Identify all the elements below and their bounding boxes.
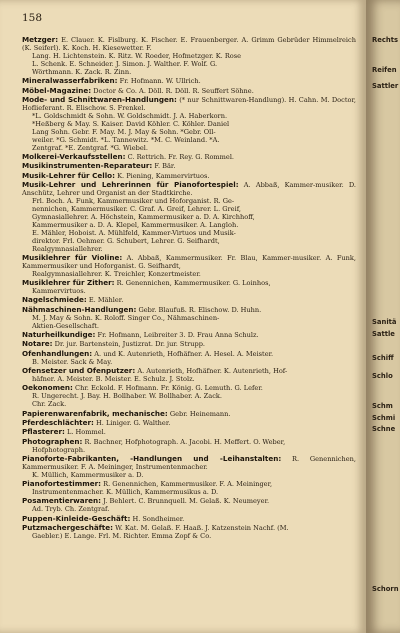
entry-text: E. Mähler, Hoboist. A. Mühlfeld, Kammer-Virtuos und Musik- bbox=[32, 228, 236, 237]
entry-heading: Mineralwasserfabriken: bbox=[22, 76, 118, 86]
entry-text: Ad. Tryb. Ch. Zentgraf. bbox=[32, 505, 110, 514]
entry-heading: Metzger: bbox=[22, 35, 59, 44]
directory-entry bbox=[22, 524, 356, 541]
entry-text: H. Sondheimer. bbox=[132, 514, 185, 523]
entry-text: Lang Sohn. Gebr. F. May. M. J. May & Sohn. *Gebr. Oll- bbox=[32, 127, 216, 136]
entry-text: *Heßberg & May. S. Kaiser. David Köhler. C. Köhler. Daniel bbox=[32, 119, 230, 128]
entry-text: *L. Goldschmidt & Sohn. W. Goldschmidt. J. A. Haberkorn. bbox=[32, 111, 228, 120]
entry-heading: Photographen: bbox=[22, 436, 83, 446]
entry-heading: Puppen-Kinleide-Geschäft: bbox=[22, 513, 131, 523]
entry-heading: Pflasterer: bbox=[22, 427, 65, 437]
entry-text: Wörthmann. K. Zack. R. Zinn. bbox=[32, 67, 132, 76]
entry-heading: Papierenwarenfabrik, mechanische: bbox=[22, 408, 168, 418]
directory-entry bbox=[22, 279, 356, 296]
entry-text: Hofphotograph. bbox=[32, 445, 86, 454]
facing-page-word: Schm bbox=[372, 402, 393, 410]
facing-page-word: Schorn bbox=[372, 585, 399, 593]
directory-entry bbox=[22, 455, 356, 480]
entry-text: L. Schenk. E. Schneider. J. Simon. J. Walther. F. Wolf. G. bbox=[32, 59, 218, 68]
facing-page-word: Reifen bbox=[372, 66, 397, 74]
directory-entry bbox=[22, 480, 356, 497]
entry-text: R. Bachner, Hofphotograph. A. Jacobi. H. Meffert. O. Weber, bbox=[84, 437, 286, 446]
entry-text: Fr. Hofmann, Leibreiter 3. D. Frau Anna Schulz. bbox=[97, 331, 259, 340]
entry-text: R. Ungerecht. J. Bay. H. Bollhaber. W. Bollhaber. A. Zack. bbox=[32, 392, 222, 401]
entry-text: K. Müllich, Kammermusiker a. D. bbox=[32, 470, 144, 479]
entry-text: R. Genennichen, Kammermusiker. F. A. Meininger, bbox=[103, 480, 273, 489]
entry-text: Realgymnasiallehrer. K. Treichler, Konzertmeister. bbox=[32, 269, 201, 278]
entry-text: Gebr. Heinemann. bbox=[169, 409, 231, 418]
entry-text: R. Genennichen, Kammermusiker. G. Loinhos, bbox=[116, 279, 271, 288]
entry-text: Kammervirtuos. bbox=[32, 287, 86, 296]
facing-page-word: Schne bbox=[372, 425, 396, 433]
entry-text: direktor. Frl. Oehmer. G. Schubert, Lehrer. G. Seifhardt, bbox=[32, 236, 220, 245]
directory-entry bbox=[22, 254, 356, 279]
entry-text: H. Liniger. G. Walther. bbox=[96, 418, 171, 427]
entry-heading: Putzmachergeschäfte: bbox=[22, 523, 113, 533]
entry-heading: Möbel-Magazine: bbox=[22, 85, 92, 95]
entry-heading: Ofensetzer und Ofenputzer: bbox=[22, 366, 136, 376]
entry-text: Lang. H. Lichtenstein. K. Ritz. W. Roeder, Hofmetzger. K. Rose bbox=[32, 51, 242, 60]
facing-page-word: Sanitä bbox=[372, 318, 397, 326]
facing-page-edge bbox=[366, 0, 400, 633]
entry-heading: Pianoforte-Fabrikanten, -Handlungen und -Leihanstalten: bbox=[22, 453, 282, 463]
entry-text: nennichen, Kammermusiker. C. Graf. A. Greif, Lehrer. L. Greif, bbox=[32, 204, 241, 213]
entry-text: A. Abbaß, Kammer-musiker. D. Anschütz, Lehrer und Organist an der Stadtkirche. bbox=[22, 180, 356, 197]
directory-entry bbox=[22, 96, 356, 153]
facing-page-word: Rechts bbox=[372, 36, 399, 44]
entry-heading: Mode- und Schnittwaren-Handlungen: bbox=[22, 94, 177, 104]
entry-text: Gymnasiallehrer. A. Höchstein, Kammermusiker a. D. A. Kirchhoff, bbox=[32, 212, 255, 221]
entry-heading: Posamentierwaren: bbox=[22, 496, 102, 506]
entry-text: Kammermusiker a. D. A. Klepel, Kammermusiker. A. Langloh. bbox=[32, 220, 239, 229]
directory-entry bbox=[22, 181, 356, 254]
page-number: 158 bbox=[22, 12, 43, 24]
entry-text: E. Clauer. K. Fislburg. K. Fischer. E. Frauenberger. A. Grimm Gebrüder Himmelreich (K. Seiferl). K. Koch. H. Kiesewetter. F. bbox=[22, 36, 356, 52]
entry-text: M. J. May & Sohn. K. Roloff. Singer Co., Nähmaschinen- bbox=[32, 313, 220, 322]
directory-entry bbox=[22, 384, 356, 409]
entry-text: Zentgraf. *E. Zentgraf. *G. Wiebel. bbox=[32, 143, 148, 152]
directory-entry bbox=[22, 350, 356, 367]
directory-entry bbox=[22, 331, 356, 340]
entry-text: Gaebler.) E. Lange. Frl. M. Richter. Emma Zopf & Co. bbox=[32, 532, 212, 541]
facing-page-word: Sattle bbox=[372, 330, 395, 338]
entry-heading: Musik-Lehrer und Lehrerinnen für Pianofortespiel: bbox=[22, 179, 239, 189]
entry-text: F. Bär. bbox=[154, 162, 176, 171]
directory-entries bbox=[22, 36, 356, 541]
entry-text: Frl. Boch. A. Funk, Kammermusiker und Hoforganist. R. Ge- bbox=[32, 196, 235, 205]
entry-heading: Notare: bbox=[22, 339, 53, 349]
entry-text: E. Mähler. bbox=[88, 296, 124, 305]
entry-text: C. Rettrich. Fr. Rey. G. Rommel. bbox=[127, 152, 235, 161]
entry-heading: Nähmaschinen-Handlungen: bbox=[22, 304, 137, 314]
entry-text: B. Meister. Sack & May. bbox=[32, 357, 113, 366]
directory-entry bbox=[22, 419, 356, 428]
entry-heading: Ofenhandlungen: bbox=[22, 348, 93, 358]
directory-entry bbox=[22, 306, 356, 331]
directory-entry bbox=[22, 497, 356, 514]
entry-text: Chr. Eckold. F. Hofmann. Fr. König. G. Lemuth. G. Lefer. bbox=[75, 384, 263, 393]
entry-heading: Naturheilkundige: bbox=[22, 330, 96, 340]
entry-text: häfner. A. Meister. B. Meister. E. Schulz. J. Stolz. bbox=[32, 374, 195, 383]
facing-page-word: Schlo bbox=[372, 372, 393, 380]
entry-text: Doctor & Co. A. Döll. R. Döll. R. Seuffert Söhne. bbox=[93, 86, 254, 95]
entry-text: Aktien-Gesellschaft. bbox=[32, 321, 100, 330]
entry-text: Dr. jur. Bartenstein, Justizrat. Dr. jur. Strupp. bbox=[54, 340, 206, 349]
entry-heading: Pianofortestimmer: bbox=[22, 479, 102, 489]
entry-heading: Musik-Lehrer für Cello: bbox=[22, 170, 115, 180]
directory-entry bbox=[22, 367, 356, 384]
entry-heading: Nagelschmiede: bbox=[22, 295, 87, 305]
entry-text: (* nur Schnittwaren-Handlung). H. Cahn. M. Doctor, Hoflieferant. R. Elischow. S. Frenkel. bbox=[22, 95, 356, 112]
facing-page-word: Schmi bbox=[372, 414, 396, 422]
entry-text: Fr. Hofmann. W. Ullrich. bbox=[119, 77, 201, 86]
entry-text: J. Behlert. C. Brunnquell. M. Gelaß. K. Neumeyer. bbox=[103, 497, 270, 506]
entry-text: L. Hommel. bbox=[66, 428, 106, 437]
directory-entry bbox=[22, 36, 356, 77]
entry-heading: Oekonomen: bbox=[22, 383, 73, 393]
entry-text: K. Piening, Kammervirtuos. bbox=[117, 171, 210, 180]
entry-text: Realgymnasiallehrer. bbox=[32, 244, 103, 253]
entry-text: Gebr. Blaufuß. R. Elischow. D. Huhn. bbox=[138, 305, 262, 314]
entry-text: Instrumentenmacher. K. Müllich, Kammermusikus a. D. bbox=[32, 488, 219, 497]
entry-text: A. Abbaß, Kammermusiker. Fr. Blau, Kammer-musiker. A. Funk, Kammermusiker und Hoforganist. G. Seifhardt, bbox=[22, 253, 356, 270]
entry-text: R. Genennichen, Kammermusiker. F. A. Meininger, Instrumentenmacher. bbox=[22, 454, 356, 471]
entry-heading: Pferdeschlächter: bbox=[22, 417, 94, 427]
entry-text: A. und K. Autenrieth, Hofhäfner. A. Hesel. A. Meister. bbox=[94, 349, 274, 358]
entry-heading: Molkerei-Verkaufsstellen: bbox=[22, 151, 126, 161]
entry-text: Chr. Zack. bbox=[32, 400, 67, 409]
facing-page-word: Sattler bbox=[372, 82, 399, 90]
entry-text: A. Autenrieth, Hofhäfner. K. Autenrieth, Hof- bbox=[137, 367, 288, 376]
directory-entry bbox=[22, 438, 356, 455]
facing-page-word: Schiff bbox=[372, 354, 394, 362]
entry-heading: Musiklehrer für Violine: bbox=[22, 252, 123, 262]
entry-heading: Musiklehrer für Zither: bbox=[22, 278, 115, 288]
entry-heading: Musikinstrumenten-Reparateur: bbox=[22, 161, 153, 171]
entry-text: W. Kat. M. Gelaß. F. Haaß. J. Katzenstein Nachf. (M. bbox=[115, 524, 289, 533]
entry-text: weiler. *G. Schmidt. *L. Tannewitz. *M. C. Weinland. *A. bbox=[32, 135, 220, 144]
